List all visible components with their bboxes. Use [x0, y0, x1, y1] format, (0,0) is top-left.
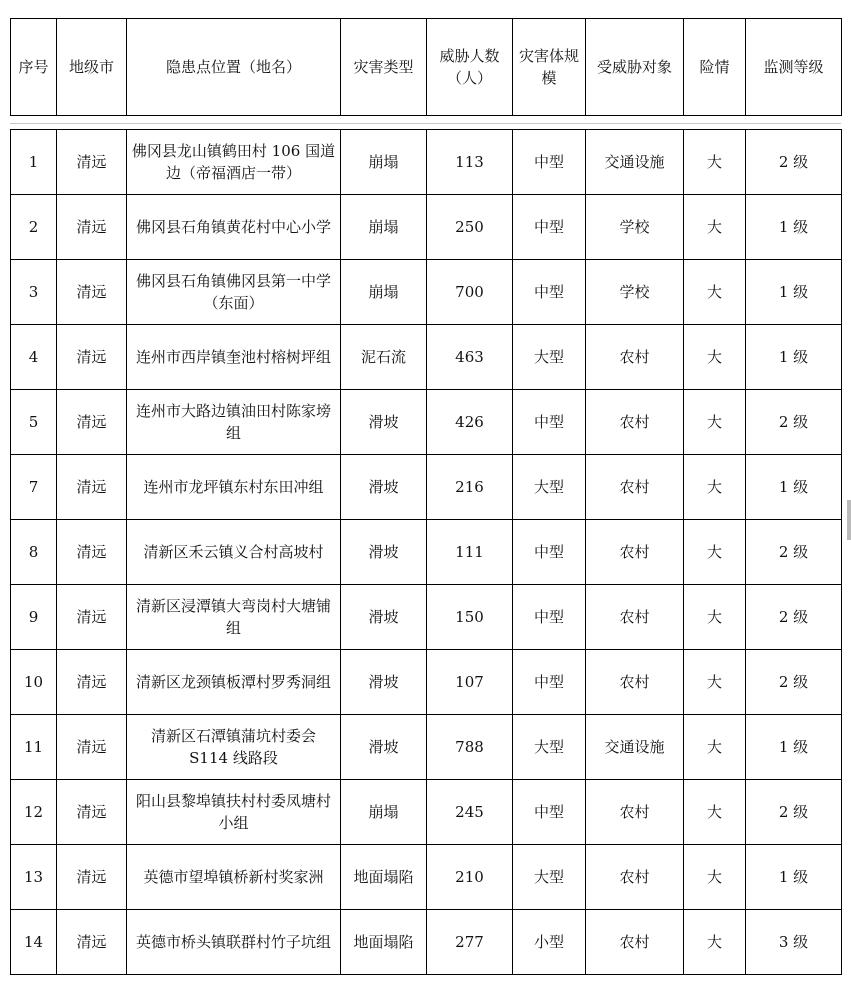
- header-index: 序号: [11, 19, 57, 116]
- cell-index: 3: [11, 260, 57, 325]
- cell-threatened-people: 113: [427, 130, 513, 195]
- cell-scale: 中型: [513, 780, 586, 845]
- table-row: [11, 260, 842, 325]
- cell-scale: 中型: [513, 520, 586, 585]
- table-row: [11, 650, 842, 715]
- cell-location: 佛冈县石角镇佛冈县第一中学（东面）: [127, 260, 341, 325]
- cell-hazard-type: 地面塌陷: [341, 845, 427, 910]
- header-monitor-level: 监测等级: [746, 19, 842, 116]
- cell-location: 连州市龙坪镇东村东田冲组: [127, 455, 341, 520]
- cell-threatened-people: 250: [427, 195, 513, 260]
- cell-danger: 大: [684, 715, 746, 780]
- cell-hazard-type: 泥石流: [341, 325, 427, 390]
- cell-monitor-level: 2 级: [746, 390, 842, 455]
- header-location: 隐患点位置（地名）: [127, 19, 341, 116]
- cell-location: 清新区石潭镇蒲坑村委会 S114 线路段: [127, 715, 341, 780]
- cell-monitor-level: 1 级: [746, 325, 842, 390]
- cell-scale: 中型: [513, 650, 586, 715]
- cell-city: 清远: [57, 195, 127, 260]
- cell-hazard-type: 崩塌: [341, 195, 427, 260]
- cell-scale: 中型: [513, 390, 586, 455]
- cell-threatened-object: 农村: [586, 845, 684, 910]
- cell-scale: 大型: [513, 845, 586, 910]
- cell-danger: 大: [684, 780, 746, 845]
- table-row: [11, 520, 842, 585]
- cell-city: 清远: [57, 260, 127, 325]
- cell-threatened-people: 111: [427, 520, 513, 585]
- table-row: [11, 780, 842, 845]
- cell-threatened-object: 学校: [586, 195, 684, 260]
- table-row: [11, 390, 842, 455]
- cell-danger: 大: [684, 130, 746, 195]
- cell-scale: 大型: [513, 455, 586, 520]
- cell-hazard-type: 滑坡: [341, 715, 427, 780]
- cell-index: 1: [11, 130, 57, 195]
- scroll-edge-marker: [847, 500, 851, 540]
- cell-monitor-level: 2 级: [746, 130, 842, 195]
- cell-monitor-level: 1 级: [746, 195, 842, 260]
- cell-danger: 大: [684, 520, 746, 585]
- cell-hazard-type: 崩塌: [341, 780, 427, 845]
- cell-index: 7: [11, 455, 57, 520]
- cell-city: 清远: [57, 520, 127, 585]
- cell-danger: 大: [684, 585, 746, 650]
- cell-index: 13: [11, 845, 57, 910]
- cell-location: 清新区浸潭镇大弯岗村大塘铺组: [127, 585, 341, 650]
- header-hazard-type: 灾害类型: [341, 19, 427, 116]
- cell-city: 清远: [57, 325, 127, 390]
- cell-hazard-type: 崩塌: [341, 130, 427, 195]
- cell-hazard-type: 滑坡: [341, 520, 427, 585]
- cell-city: 清远: [57, 650, 127, 715]
- cell-threatened-object: 农村: [586, 390, 684, 455]
- cell-threatened-people: 426: [427, 390, 513, 455]
- cell-index: 4: [11, 325, 57, 390]
- cell-monitor-level: 3 级: [746, 910, 842, 975]
- table-body: [10, 129, 842, 975]
- cell-city: 清远: [57, 715, 127, 780]
- cell-danger: 大: [684, 845, 746, 910]
- table-row: [11, 845, 842, 910]
- cell-index: 5: [11, 390, 57, 455]
- cell-threatened-people: 210: [427, 845, 513, 910]
- cell-location: 清新区龙颈镇板潭村罗秀洞组: [127, 650, 341, 715]
- cell-threatened-people: 245: [427, 780, 513, 845]
- cell-scale: 中型: [513, 585, 586, 650]
- cell-index: 9: [11, 585, 57, 650]
- cell-danger: 大: [684, 260, 746, 325]
- cell-monitor-level: 2 级: [746, 585, 842, 650]
- cell-danger: 大: [684, 325, 746, 390]
- cell-danger: 大: [684, 195, 746, 260]
- cell-scale: 中型: [513, 195, 586, 260]
- table-row: [11, 195, 842, 260]
- cell-index: 14: [11, 910, 57, 975]
- cell-threatened-object: 学校: [586, 260, 684, 325]
- cell-hazard-type: 滑坡: [341, 390, 427, 455]
- cell-danger: 大: [684, 390, 746, 455]
- cell-threatened-people: 107: [427, 650, 513, 715]
- cell-index: 8: [11, 520, 57, 585]
- cell-scale: 小型: [513, 910, 586, 975]
- table-row: [11, 715, 842, 780]
- cell-location: 英德市桥头镇联群村竹子坑组: [127, 910, 341, 975]
- cell-hazard-type: 滑坡: [341, 650, 427, 715]
- cell-monitor-level: 1 级: [746, 845, 842, 910]
- cell-threatened-object: 农村: [586, 455, 684, 520]
- cell-location: 佛冈县龙山镇鹤田村 106 国道边（帝福酒店一带）: [127, 130, 341, 195]
- page-break-rule: [10, 123, 841, 124]
- cell-monitor-level: 1 级: [746, 260, 842, 325]
- cell-threatened-object: 农村: [586, 910, 684, 975]
- cell-threatened-object: 交通设施: [586, 130, 684, 195]
- cell-threatened-object: 交通设施: [586, 715, 684, 780]
- cell-location: 英德市望埠镇桥新村奖家洲: [127, 845, 341, 910]
- header-threatened-people: 威胁人数（人）: [427, 19, 513, 116]
- header-city: 地级市: [57, 19, 127, 116]
- table-row: [11, 325, 842, 390]
- cell-index: 10: [11, 650, 57, 715]
- cell-index: 12: [11, 780, 57, 845]
- cell-scale: 中型: [513, 260, 586, 325]
- cell-threatened-people: 463: [427, 325, 513, 390]
- header-danger: 险情: [684, 19, 746, 116]
- table-row: [11, 130, 842, 195]
- table-row: [11, 585, 842, 650]
- cell-threatened-object: 农村: [586, 325, 684, 390]
- cell-location: 连州市西岸镇奎池村榕树坪组: [127, 325, 341, 390]
- table-row: [11, 455, 842, 520]
- header-scale: 灾害体规模: [513, 19, 586, 116]
- cell-danger: 大: [684, 650, 746, 715]
- cell-hazard-type: 滑坡: [341, 585, 427, 650]
- cell-index: 2: [11, 195, 57, 260]
- cell-location: 清新区禾云镇义合村高坡村: [127, 520, 341, 585]
- cell-scale: 中型: [513, 130, 586, 195]
- cell-threatened-people: 150: [427, 585, 513, 650]
- cell-city: 清远: [57, 455, 127, 520]
- cell-city: 清远: [57, 910, 127, 975]
- cell-city: 清远: [57, 845, 127, 910]
- cell-threatened-people: 277: [427, 910, 513, 975]
- cell-danger: 大: [684, 455, 746, 520]
- cell-monitor-level: 1 级: [746, 715, 842, 780]
- cell-monitor-level: 2 级: [746, 650, 842, 715]
- cell-city: 清远: [57, 585, 127, 650]
- cell-threatened-people: 700: [427, 260, 513, 325]
- cell-location: 连州市大路边镇油田村陈家塝组: [127, 390, 341, 455]
- cell-city: 清远: [57, 390, 127, 455]
- cell-location: 阳山县黎埠镇扶村村委凤塘村小组: [127, 780, 341, 845]
- cell-city: 清远: [57, 780, 127, 845]
- cell-city: 清远: [57, 130, 127, 195]
- cell-hazard-type: 地面塌陷: [341, 910, 427, 975]
- cell-threatened-people: 216: [427, 455, 513, 520]
- cell-threatened-object: 农村: [586, 650, 684, 715]
- cell-hazard-type: 崩塌: [341, 260, 427, 325]
- cell-monitor-level: 1 级: [746, 455, 842, 520]
- cell-threatened-object: 农村: [586, 585, 684, 650]
- cell-location: 佛冈县石角镇黄花村中心小学: [127, 195, 341, 260]
- cell-scale: 大型: [513, 715, 586, 780]
- cell-scale: 大型: [513, 325, 586, 390]
- cell-monitor-level: 2 级: [746, 780, 842, 845]
- cell-threatened-object: 农村: [586, 520, 684, 585]
- table-header: [10, 18, 842, 116]
- cell-monitor-level: 2 级: [746, 520, 842, 585]
- table-row: [11, 910, 842, 975]
- header-threatened-object: 受威胁对象: [586, 19, 684, 116]
- cell-index: 11: [11, 715, 57, 780]
- cell-danger: 大: [684, 910, 746, 975]
- cell-threatened-object: 农村: [586, 780, 684, 845]
- cell-hazard-type: 滑坡: [341, 455, 427, 520]
- cell-threatened-people: 788: [427, 715, 513, 780]
